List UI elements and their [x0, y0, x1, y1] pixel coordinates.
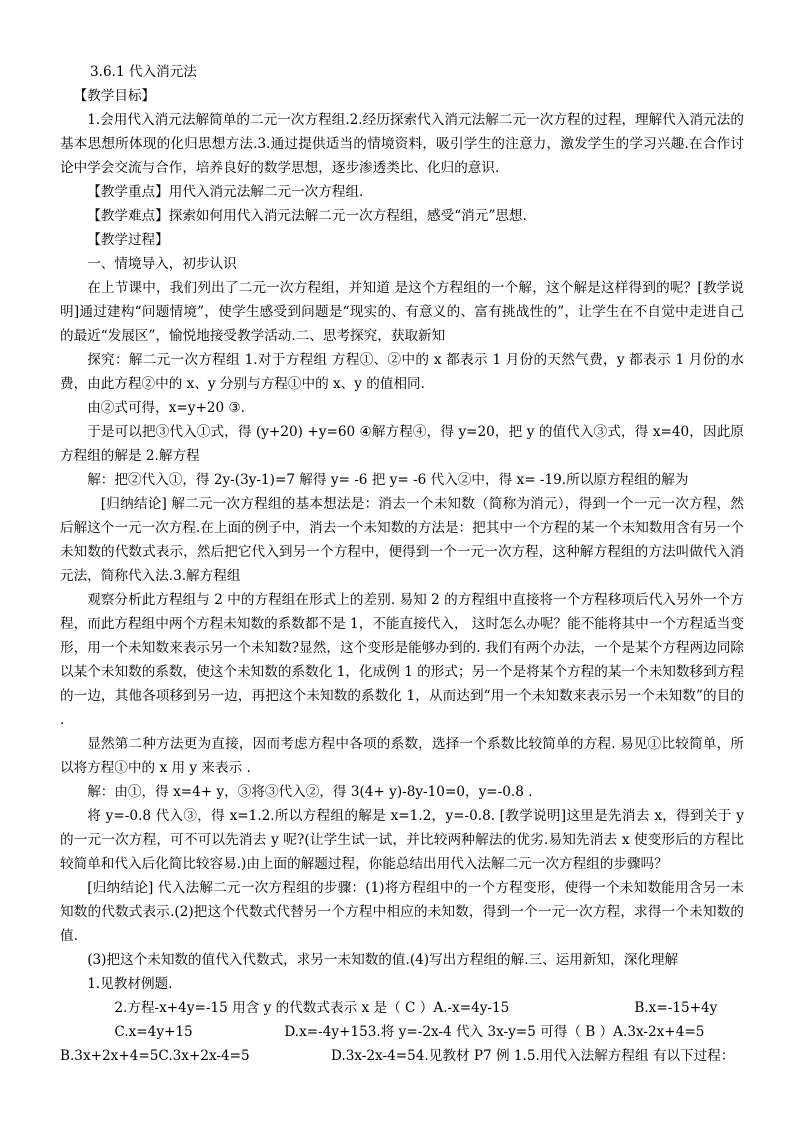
heading-process: 【教学过程】 — [87, 232, 169, 248]
paragraph-objectives: 1.会用代入消元法解简单的二元一次方程组.2.经历探索代入消元法解二元一次方程的过程，理解代入消元法的基本思想所体现的化归思想方法.3.通过提供适当的情境资料，吸引学生的注意力，激发学生的学习兴趣.在合作讨论中学会交流与合作，培养良好的数学思想，逐步渗透类比、化归的意识. — [60, 112, 744, 176]
paragraph-explore: 探究：解二元一次方程组 1.对于方程组 方程①、②中的 x 都表示 1 月份的天然气费，y 都表示 1 月份的水费，由此方程②中的 x、y 分别与方程①中的 x、y 的值相同. — [60, 352, 744, 392]
exercise-4-question: D.3x-2x-4=54.见教材 P7 例 1.5.用代入法解方程组 有以下过程： — [331, 1048, 735, 1064]
heading-objectives: 【教学目标】 — [73, 88, 156, 104]
paragraph-introduction: 在上节课中，我们列出了二元一次方程组，并知道 是这个方程组的一个解，这个解是这样得到的呢？[教学说明]通过建构“问题情境”，使学生感受到问题是“现实的、有意义的、富有挑战性的”，让学生在不自觉中走进自己的最近“发展区”，愉悦地接受教学活动.二、思考探究，获取新知 — [60, 280, 744, 344]
heading-introduction: 一、情境导入，初步认识 — [87, 256, 237, 272]
paragraph-solution-3: 解：由①，得 x=4+ y，③将③代入②，得 3(4+ y)-8y-10=0，y=-0.8 . — [87, 784, 533, 800]
paragraph-conclusion-2: [归纳结论] 代入法解二元一次方程组的步骤：(1)将方程组中的一个方程变形，使得一个未知数能用含另一未知数的代数式表示.(2)把这个代数式代替另一个方程中相应的未知数，得到一个一元一次方程，求得一个未知数的值. — [60, 880, 744, 944]
paragraph-substitute: 于是可以把③代入①式，得 (y+20) +y=60 ④解方程④，得 y=20，把 y 的值代入③式，得 x=40，因此原方程组的解是 2.解方程 — [60, 424, 744, 464]
paragraph-equation-3: 由②式可得，x=y+20 ③. — [87, 400, 246, 416]
paragraph-solution-2: 解：把②代入①，得 2y-(3y-1)=7 解得 y= -6 把 y= -6 代入②中，得 x= -19.所以原方程组的解为 — [87, 472, 689, 488]
exercise-2-option-c: C.x=4y+15 — [114, 1024, 193, 1040]
paragraph-conclusion-1: [归纳结论] 解二元一次方程组的基本想法是：消去一个未知数（简称为消元），得到一个一元一次方程，然后解这个一元一次方程.在上面的例子中，消去一个未知数的方法是：把其中一个方程的某一个未知数用含有另一个未知数的代数式表示，然后把它代入到另一个方程中，便得到一个一元一次方程，这种解方程组的方法叫做代入消元法，简称代入法.3.解方程组 — [60, 496, 745, 584]
paragraph-key-point: 【教学重点】用代入消元法解二元一次方程组. — [87, 184, 364, 200]
document-page — [60, 60, 744, 1068]
exercise-3-line — [60, 1020, 744, 1044]
paragraph-steps: (3)把这个未知数的值代入代数式，求另一未知数的值.(4)写出方程组的解.三、运用新知，深化理解 — [87, 952, 679, 968]
paragraph-exercise-1: 1.见教材例题. — [87, 976, 173, 992]
section-title: 3.6.1 代入消元法 — [90, 64, 197, 80]
paragraph-second-method: 显然第二种方法更为直接，因而考虑方程中各项的系数，选择一个系数比较简单的方程. 易见①比较简单，所以将方程①中的 x 用 y 来表示 . — [60, 736, 744, 776]
exercise-2-option-b: B.x=-15+4y — [634, 1000, 718, 1016]
exercise-3-options: B.3x+2x+4=5C.3x+2x-4=5 — [60, 1048, 250, 1064]
exercise-2-line — [60, 996, 744, 1020]
exercise-3-question: D.x=-4y+153.将 y=-2x-4 代入 3x-y=5 可得（ B ）A.3x-2x+4=5 — [284, 1024, 705, 1040]
exercise-4-line — [60, 1044, 744, 1068]
paragraph-teaching-note: 将 y=-0.8 代入③，得 x=1.2.所以方程组的解是 x=1.2，y=-0.8. [教学说明]这里是先消去 x，得到关于 y 的一元一次方程，可不可以先消去 y 呢?(让学生试一试，并比较两种解法的优劣.易知先消去 x 使变形后的方程比较简单和代入后化简比较容易.)由上面的解题过程，你能总结出用代入法解二元一次方程组的步骤吗？ — [60, 808, 744, 872]
paragraph-analysis: 观察分析此方程组与 2 中的方程组在形式上的差别. 易知 2 的方程组中直接将一个方程移项后代入另外一个方程，而此方程组中两个方程未知数的系数都不是 1，不能直接代入， 这时怎么办呢？能不能将其中一个方程适当变形，用一个未知数来表示另一个未知数?显然，这个变形是能够办到的. 我们有两个办法，一个是某个方程两边同除以某个未知数的系数，使这个未知数的系数化 1，化成例 1 的形式；另一个是将某个方程的某一个未知数移到方程的一边，其他各项移到另一边，再把这个未知数的系数化 1，从而达到“用一个未知数来表示另一个未知数”的目的 . — [60, 592, 744, 728]
exercise-2-question: 2.方程-x+4y=-15 用含 y 的代数式表示 x 是（ C ）A.-x=4y-15 — [114, 1000, 510, 1016]
paragraph-difficult-point: 【教学难点】探索如何用代入消元法解二元一次方程组，感受“消元”思想. — [87, 208, 527, 224]
